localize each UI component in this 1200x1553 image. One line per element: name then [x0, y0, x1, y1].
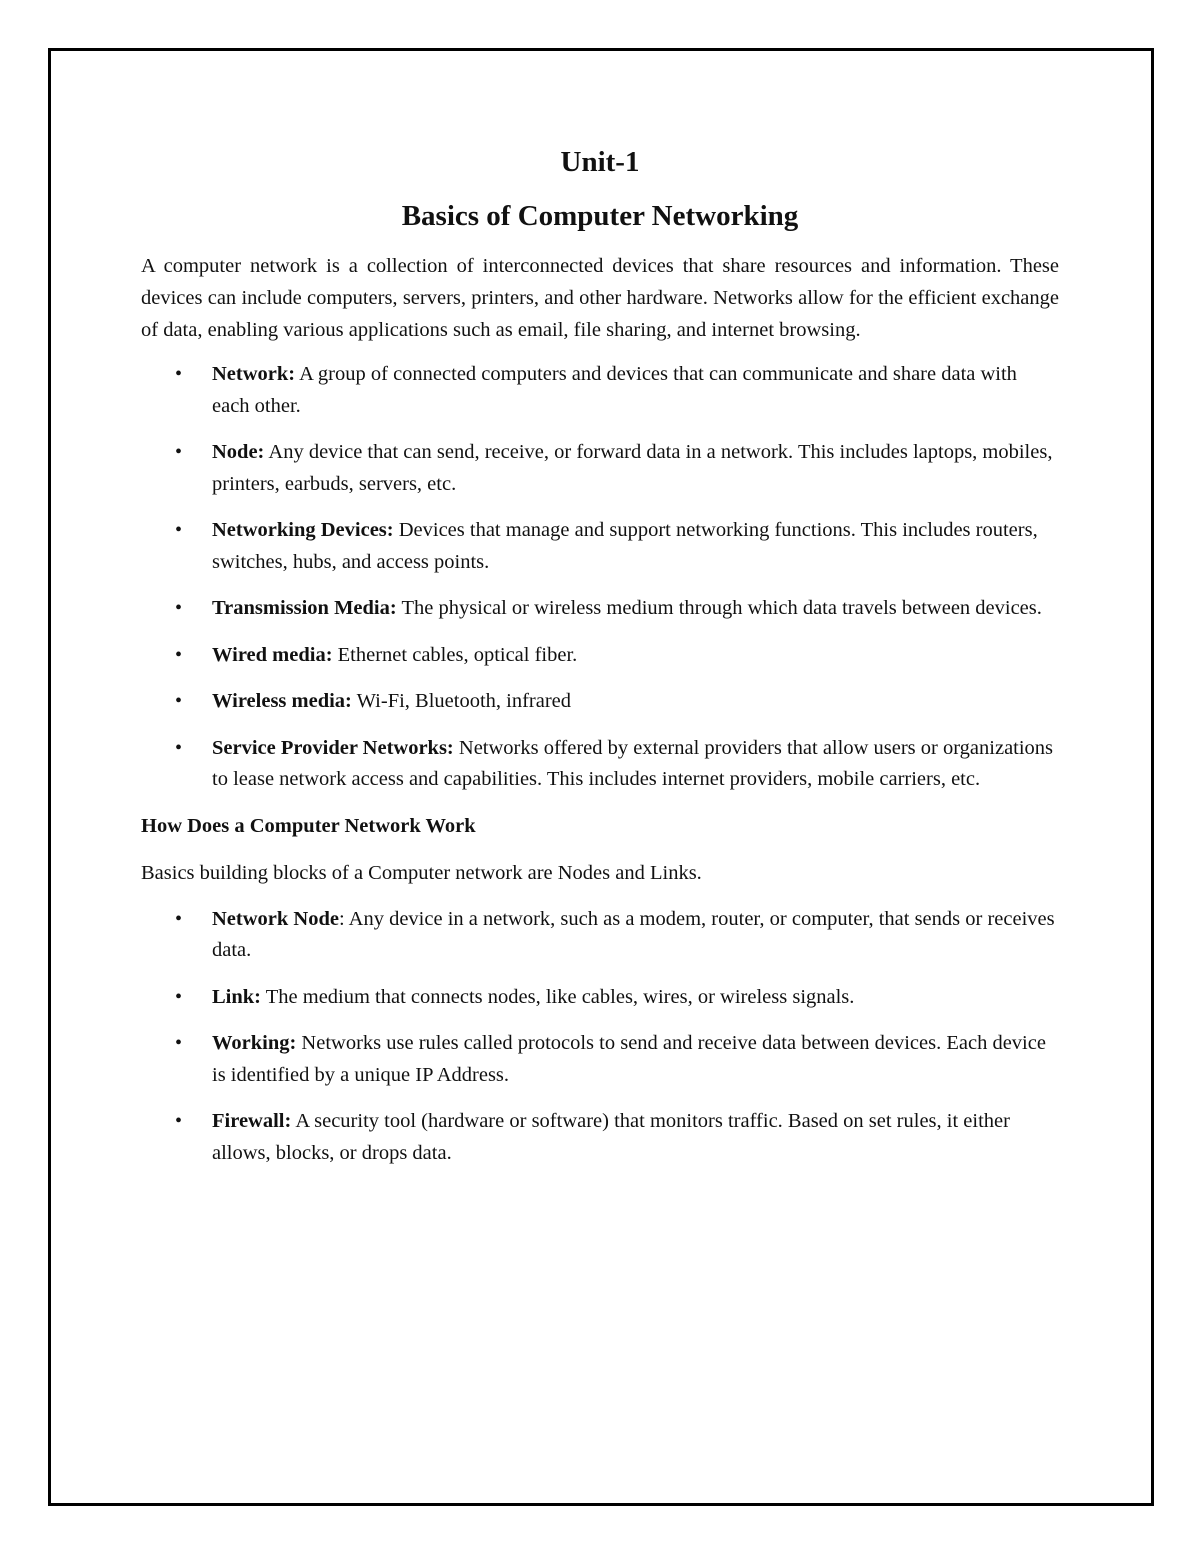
list-item — [141, 733, 1059, 796]
unit-title: Unit-1 — [560, 146, 640, 178]
bullet-icon: • — [175, 1032, 183, 1054]
definition-text: Devices that manage and support networking functions. This includes routers, switches, hubs, and access points. — [212, 519, 1038, 573]
bullet-icon: • — [175, 1110, 183, 1132]
list-item — [141, 515, 1059, 578]
section-intro: Basics building blocks of a Computer network are Nodes and Links. — [141, 861, 702, 884]
definition-term: Network Node — [212, 907, 339, 930]
list-item — [141, 593, 1059, 625]
intro-paragraph: A computer network is a collection of interconnected devices that share resources and information. These devices can include computers, servers, printers, and other hardware. Networks allow for the efficient exchange of data, enabling various applications such as email, file sharing, and internet browsing. — [141, 255, 1059, 341]
definition-term: Transmission Media: — [212, 597, 397, 619]
list-item — [141, 437, 1059, 500]
bullet-icon: • — [175, 597, 183, 619]
bullet-icon: • — [175, 736, 183, 759]
definition-text: Ethernet cables, optical fiber. — [332, 643, 578, 666]
definition-term: Node: — [212, 441, 265, 463]
list-item — [141, 904, 1059, 967]
work-list — [141, 904, 1059, 1170]
list-item — [141, 640, 1059, 672]
list-item — [141, 982, 1059, 1014]
definition-term: Firewall: — [212, 1110, 292, 1132]
definition-text: The medium that connects nodes, like cables, wires, or wireless signals. — [261, 985, 855, 1008]
definition-text: The physical or wireless medium through which data travels between devices. — [396, 597, 1042, 619]
definition-term: Networking Devices: — [212, 519, 394, 541]
definition-term: Wired media: — [212, 643, 333, 666]
list-item — [141, 1106, 1059, 1169]
list-item — [141, 686, 1059, 718]
bullet-icon: • — [175, 985, 183, 1008]
definition-text: Networks offered by external providers that allow users or organizations to lease network access and capabilities. This includes internet providers, mobile carriers, etc. — [212, 736, 1054, 790]
definition-text: Any device that can send, receive, or forward data in a network. This includes laptops, mobiles, printers, earbuds, servers, etc. — [212, 441, 1053, 495]
definition-text: A security tool (hardware or software) that monitors traffic. Based on set rules, it either allows, blocks, or drops data. — [212, 1110, 1010, 1164]
list-item — [141, 1028, 1059, 1091]
bullet-icon: • — [175, 441, 183, 463]
definition-term: Service Provider Networks: — [212, 736, 454, 759]
bullet-icon: • — [175, 643, 183, 666]
definition-term: Link: — [212, 985, 261, 1008]
definition-term: Working: — [212, 1032, 297, 1054]
bullet-icon: • — [175, 690, 183, 712]
bullet-icon: • — [175, 519, 183, 541]
definition-text: A group of connected computers and devices that can communicate and share data with each other. — [212, 363, 1017, 417]
definition-text: : Any device in a network, such as a modem, router, or computer, that sends or receives data. — [212, 907, 1055, 961]
definition-text: Networks use rules called protocols to send and receive data between devices. Each device is identified by a unique IP Address. — [212, 1032, 1046, 1086]
bullet-icon: • — [175, 907, 183, 930]
list-item — [141, 359, 1059, 422]
definition-term: Network: — [212, 363, 296, 385]
document-title: Basics of Computer Networking — [401, 200, 799, 232]
definition-text: Wi-Fi, Bluetooth, infrared — [351, 690, 572, 712]
section-heading: How Does a Computer Network Work — [141, 814, 476, 837]
definition-term: Wireless media: — [212, 690, 352, 712]
definitions-list — [141, 359, 1059, 796]
bullet-icon: • — [175, 363, 183, 385]
document-body — [141, 140, 1059, 1169]
